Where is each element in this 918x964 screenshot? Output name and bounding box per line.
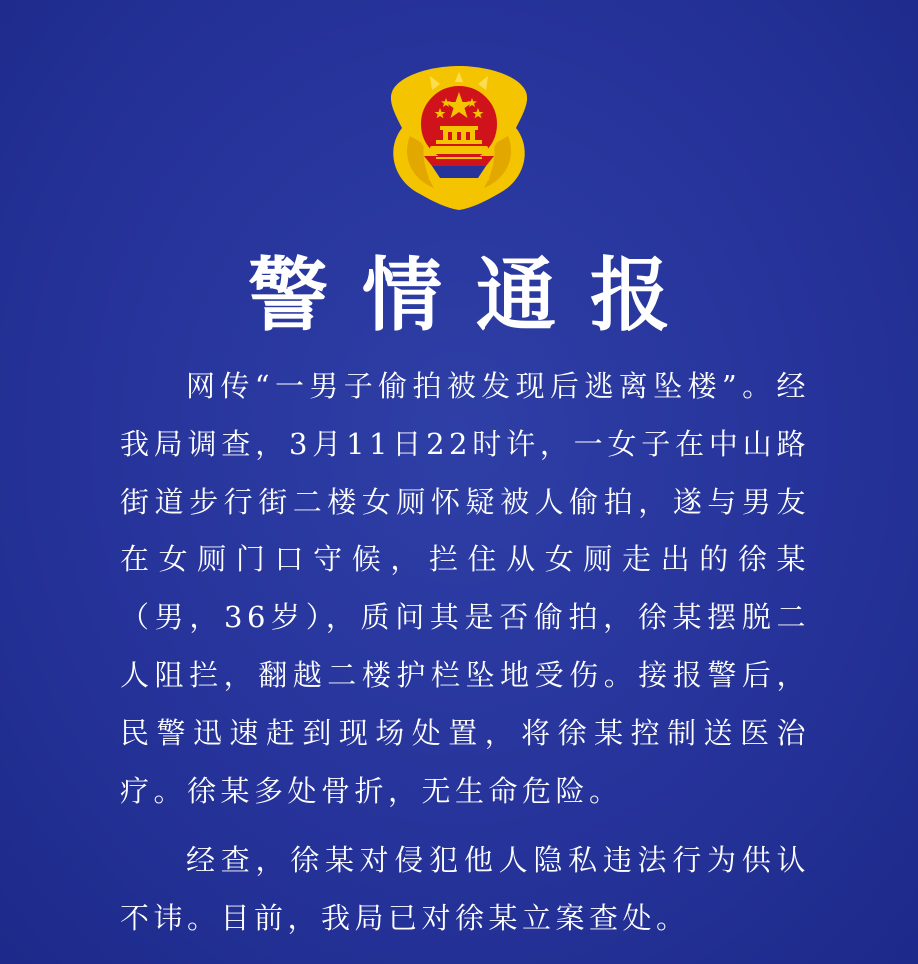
paragraph-2: 经查，徐某对侵犯他人隐私违法行为供认不讳。目前，我局已对徐某立案查处。: [120, 843, 810, 936]
police-badge-icon: [380, 62, 538, 214]
paragraph-1: 网传“一男子偷拍被发现后逃离坠楼”。经我局调查，3月11日22时许，一女子在中山路街道步行街二楼女厕怀疑被人偷拍，遂与男友在女厕门口守候，拦住从女厕走出的徐某（男，36岁），质问其是否偷拍，徐某摆脱二人阻拦，翻越二楼护栏坠地受伤。接报警后，民警迅速赶到现场处置，将徐某控制送医治疗。徐某多处骨折，无生命危险。: [120, 369, 810, 808]
page-title: 警情通报: [248, 249, 704, 342]
notice-body: [120, 358, 810, 948]
